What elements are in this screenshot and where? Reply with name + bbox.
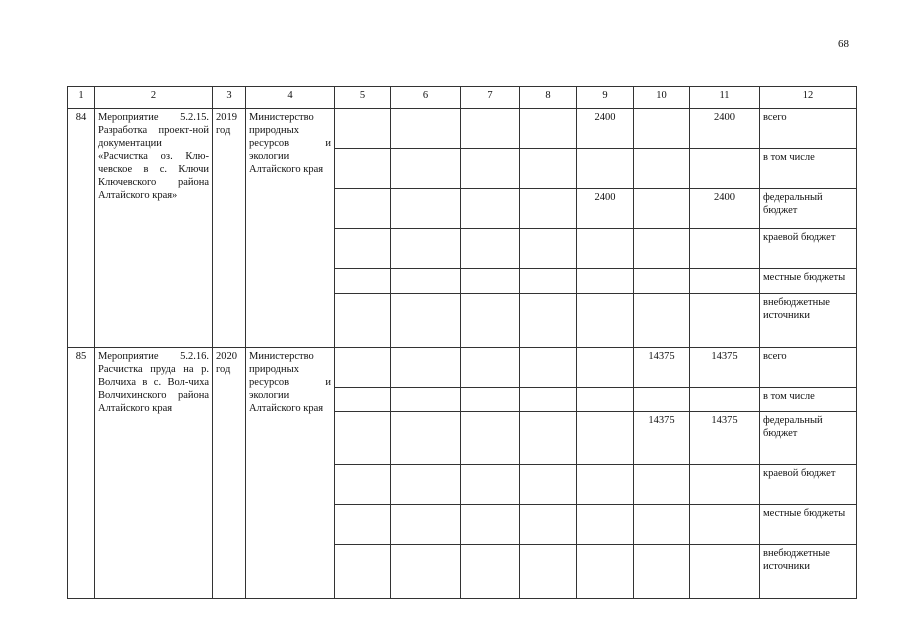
header-row [68, 87, 857, 109]
cell-col-6 [391, 229, 461, 269]
value-c9 [577, 229, 634, 269]
funding-source: местные бюджеты [760, 269, 857, 294]
cell-col-6 [391, 109, 461, 149]
funding-source: в том числе [760, 388, 857, 412]
cell-col-5 [335, 465, 391, 505]
cell-col-6 [391, 189, 461, 229]
cell-col-5 [335, 505, 391, 545]
cell-col-6 [391, 149, 461, 189]
cell-col-5 [335, 294, 391, 348]
value-c11 [690, 269, 760, 294]
col-header: 12 [760, 87, 857, 109]
funding-source: краевой бюджет [760, 465, 857, 505]
page-number: 68 [838, 38, 849, 50]
value-c9 [577, 412, 634, 465]
col-header: 3 [213, 87, 246, 109]
value-c9 [577, 348, 634, 388]
funding-source: в том числе [760, 149, 857, 189]
cell-col-8 [520, 545, 577, 599]
cell-col-5 [335, 109, 391, 149]
col-header: 1 [68, 87, 95, 109]
cell-col-8 [520, 189, 577, 229]
value-c11: 14375 [690, 412, 760, 465]
cell-col-7 [461, 388, 520, 412]
value-c11 [690, 465, 760, 505]
cell-col-7 [461, 412, 520, 465]
cell-col-7 [461, 109, 520, 149]
value-c10 [634, 189, 690, 229]
cell-col-7 [461, 149, 520, 189]
funding-source: всего [760, 109, 857, 149]
funding-source: местные бюджеты [760, 505, 857, 545]
value-c11 [690, 149, 760, 189]
cell-col-6 [391, 545, 461, 599]
cell-col-8 [520, 269, 577, 294]
funding-source: внебюджетные источники [760, 294, 857, 348]
cell-col-5 [335, 545, 391, 599]
cell-col-7 [461, 294, 520, 348]
cell-col-6 [391, 505, 461, 545]
row-number: 85 [68, 348, 95, 599]
table-row [68, 348, 857, 388]
cell-col-8 [520, 229, 577, 269]
value-c9: 2400 [577, 189, 634, 229]
col-header: 9 [577, 87, 634, 109]
col-header: 5 [335, 87, 391, 109]
value-c11: 14375 [690, 348, 760, 388]
cell-col-7 [461, 465, 520, 505]
value-c11 [690, 505, 760, 545]
cell-col-6 [391, 294, 461, 348]
value-c11: 2400 [690, 109, 760, 149]
cell-col-8 [520, 149, 577, 189]
cell-col-5 [335, 229, 391, 269]
row-number: 84 [68, 109, 95, 348]
cell-col-8 [520, 465, 577, 505]
value-c10 [634, 388, 690, 412]
cell-col-5 [335, 269, 391, 294]
funding-source: всего [760, 348, 857, 388]
cell-col-8 [520, 109, 577, 149]
col-header: 7 [461, 87, 520, 109]
cell-col-7 [461, 269, 520, 294]
value-c10 [634, 294, 690, 348]
measure-executor: Министерство природных ресурсов и экологии Алтайского края [246, 109, 335, 348]
cell-col-7 [461, 505, 520, 545]
cell-col-8 [520, 348, 577, 388]
value-c10 [634, 465, 690, 505]
value-c10: 14375 [634, 412, 690, 465]
cell-col-7 [461, 229, 520, 269]
cell-col-5 [335, 189, 391, 229]
measure-year: 2020 год [213, 348, 246, 599]
cell-col-7 [461, 189, 520, 229]
cell-col-6 [391, 269, 461, 294]
value-c10 [634, 505, 690, 545]
col-header: 8 [520, 87, 577, 109]
value-c9 [577, 388, 634, 412]
col-header: 10 [634, 87, 690, 109]
measure-year: 2019 год [213, 109, 246, 348]
cell-col-6 [391, 465, 461, 505]
value-c11 [690, 229, 760, 269]
value-c10 [634, 229, 690, 269]
value-c9 [577, 545, 634, 599]
value-c10 [634, 545, 690, 599]
measure-executor: Министерство природных ресурсов и экологии Алтайского края [246, 348, 335, 599]
measure-name: Мероприятие 5.2.15. Разработка проект-ной документации «Расчистка оз. Клю-чевское в с. Ключи Ключевского района Алтайского края» [95, 109, 213, 348]
value-c10 [634, 149, 690, 189]
cell-col-8 [520, 505, 577, 545]
cell-col-5 [335, 348, 391, 388]
cell-col-8 [520, 388, 577, 412]
funding-source: краевой бюджет [760, 229, 857, 269]
cell-col-8 [520, 294, 577, 348]
value-c10 [634, 269, 690, 294]
value-c11: 2400 [690, 189, 760, 229]
cell-col-5 [335, 412, 391, 465]
cell-col-7 [461, 348, 520, 388]
measure-name: Мероприятие 5.2.16. Расчистка пруда на р. Волчиха в с. Вол-чиха Волчихинского района Алтайского края [95, 348, 213, 599]
cell-col-5 [335, 149, 391, 189]
program-table [67, 86, 857, 599]
table-row [68, 109, 857, 149]
cell-col-6 [391, 348, 461, 388]
value-c11 [690, 294, 760, 348]
value-c11 [690, 388, 760, 412]
value-c9 [577, 149, 634, 189]
cell-col-5 [335, 388, 391, 412]
col-header: 4 [246, 87, 335, 109]
value-c9: 2400 [577, 109, 634, 149]
value-c9 [577, 294, 634, 348]
col-header: 6 [391, 87, 461, 109]
cell-col-7 [461, 545, 520, 599]
value-c9 [577, 465, 634, 505]
value-c10: 14375 [634, 348, 690, 388]
funding-source: федеральный бюджет [760, 412, 857, 465]
value-c9 [577, 505, 634, 545]
funding-source: внебюджетные источники [760, 545, 857, 599]
value-c11 [690, 545, 760, 599]
cell-col-6 [391, 412, 461, 465]
value-c9 [577, 269, 634, 294]
cell-col-6 [391, 388, 461, 412]
funding-source: федеральный бюджет [760, 189, 857, 229]
cell-col-8 [520, 412, 577, 465]
col-header: 11 [690, 87, 760, 109]
col-header: 2 [95, 87, 213, 109]
value-c10 [634, 109, 690, 149]
